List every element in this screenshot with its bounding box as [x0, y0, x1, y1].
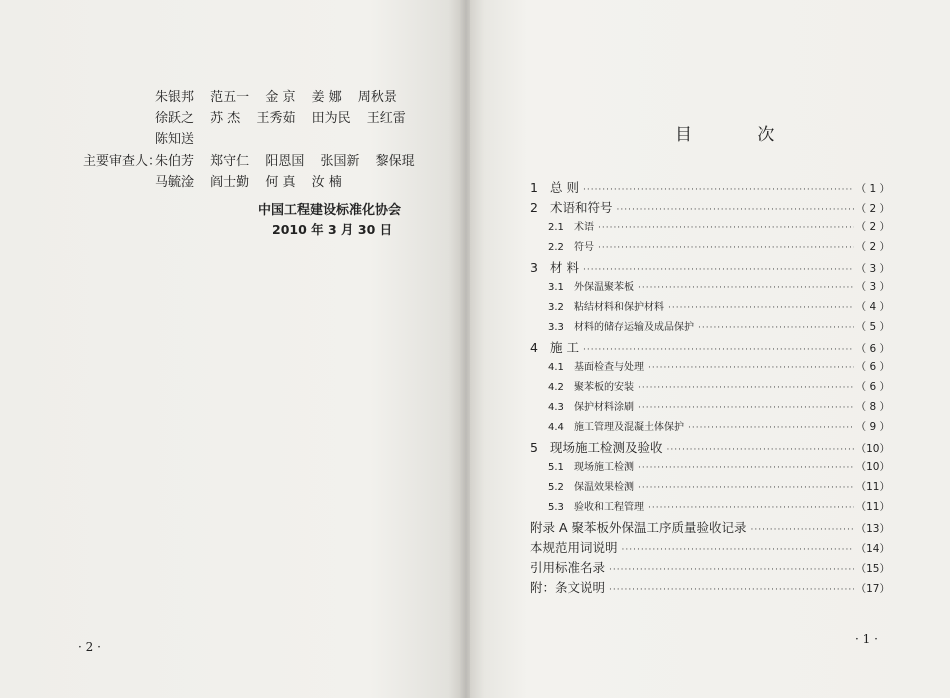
- toc-entry-page: （ 2 ）: [855, 203, 890, 215]
- drafter-name: 金 京: [265, 90, 296, 105]
- drafter-name: 王红雷: [366, 111, 406, 126]
- toc-entry: [530, 518, 890, 538]
- drafters-row-2: [155, 107, 418, 126]
- toc-leader-dots: [648, 503, 854, 513]
- issuing-organization: 中国工程建设标准化协会: [258, 203, 402, 218]
- toc-leader-dots: [609, 565, 854, 575]
- toc-entry: [530, 538, 890, 558]
- toc-entry-page: （13）: [855, 523, 890, 535]
- drafters-row-1: [155, 86, 409, 105]
- toc-entry-number: 2.1: [548, 222, 564, 233]
- toc-entry-label: 符号: [574, 242, 594, 253]
- toc-entry-label: 材料的储存运输及成品保护: [574, 322, 694, 333]
- toc-entry-page: （ 2 ）: [855, 221, 890, 233]
- toc-leader-dots: [751, 525, 854, 535]
- toc-entry-number: 4.1: [548, 362, 564, 373]
- drafter-name: 朱银邦: [155, 90, 195, 105]
- reviewer-name: 郑守仁: [210, 154, 250, 169]
- toc-leader-dots: [583, 265, 854, 275]
- toc-entry-page: （ 1 ）: [855, 183, 890, 195]
- toc-entry-label: 附录 A 聚苯板外保温工序质量验收记录: [530, 520, 747, 535]
- toc-entry: [530, 178, 890, 198]
- toc-entry-label: 施 工: [550, 340, 579, 355]
- toc-leader-dots: [648, 363, 854, 373]
- toc-entry-label: 保温效果检测: [574, 482, 634, 493]
- toc-entry: [530, 238, 890, 258]
- toc-entry-label: 引用标准名录: [530, 560, 606, 575]
- toc-entry-page: （11）: [855, 481, 890, 493]
- drafter-name: 苏 杰: [210, 111, 241, 126]
- toc-entry-label: 外保温聚苯板: [574, 282, 634, 293]
- toc-entry: [530, 318, 890, 338]
- toc-entry-number: 4.4: [548, 422, 564, 433]
- reviewer-name: 张国新: [320, 154, 360, 169]
- toc-entry: [530, 438, 890, 458]
- toc-entry: [530, 338, 890, 358]
- toc-entry: [530, 198, 890, 218]
- toc-entry-number: 4: [530, 340, 538, 355]
- toc-leader-dots: [583, 345, 854, 355]
- table-of-contents: [530, 178, 890, 598]
- reviewer-name: 朱伯芳: [155, 154, 195, 169]
- toc-leader-dots: [583, 185, 854, 195]
- toc-entry-number: 3.3: [548, 322, 564, 333]
- drafter-name: 姜 娜: [311, 90, 342, 105]
- toc-entry-number: 3.2: [548, 302, 564, 313]
- toc-entry-label: 验收和工程管理: [574, 502, 644, 513]
- page-number-right: · 1 ·: [855, 632, 878, 646]
- toc-leader-dots: [638, 483, 854, 493]
- left-page: [0, 0, 462, 698]
- toc-entry-number: 5.1: [548, 462, 564, 473]
- reviewers-row-2: [155, 171, 354, 190]
- reviewers-label: 主要审查人：: [83, 154, 162, 169]
- reviewer-name: 马毓淦: [155, 175, 195, 190]
- drafters-row-3: [155, 128, 206, 147]
- reviewer-name: 阎士勤: [210, 175, 250, 190]
- drafter-name: 田为民: [311, 111, 351, 126]
- toc-entry-number: 1: [530, 180, 538, 195]
- toc-leader-dots: [668, 303, 854, 313]
- toc-entry: [530, 398, 890, 418]
- toc-entry-label: 总 则: [550, 180, 579, 195]
- toc-entry-label: 材 料: [550, 260, 579, 275]
- reviewer-name: 黎保琨: [375, 154, 415, 169]
- toc-leader-dots: [609, 585, 854, 595]
- toc-leader-dots: [688, 423, 854, 433]
- toc-entry-page: （14）: [855, 543, 890, 555]
- toc-entry-label: 本规范用词说明: [530, 540, 618, 555]
- page-number-left: · 2 ·: [78, 640, 101, 654]
- toc-entry-label: 现场施工检测: [574, 462, 634, 473]
- toc-leader-dots: [698, 323, 854, 333]
- toc-entry-page: （10）: [855, 443, 890, 455]
- issue-date: 2010 年 3 月 30 日: [272, 222, 393, 237]
- toc-entry-label: 基面检查与处理: [574, 362, 644, 373]
- toc-entry-label: 粘结材料和保护材料: [574, 302, 664, 313]
- toc-entry-label: 术语和符号: [550, 200, 613, 215]
- toc-leader-dots: [598, 223, 854, 233]
- toc-entry-label: 施工管理及混凝土体保护: [574, 422, 684, 433]
- toc-entry-page: （17）: [855, 583, 890, 595]
- toc-leader-dots: [638, 403, 854, 413]
- toc-title: 目 次: [675, 125, 805, 145]
- toc-entry: [530, 358, 890, 378]
- toc-entry-number: 5.3: [548, 502, 564, 513]
- toc-entry-number: 2: [530, 200, 538, 215]
- toc-entry-page: （ 9 ）: [855, 421, 890, 433]
- toc-entry: [530, 478, 890, 498]
- toc-entry: [530, 418, 890, 438]
- toc-entry-label: 术语: [574, 222, 594, 233]
- toc-entry: [530, 298, 890, 318]
- toc-entry-page: （ 4 ）: [855, 301, 890, 313]
- toc-leader-dots: [638, 463, 854, 473]
- toc-entry-number: 3: [530, 260, 538, 275]
- toc-entry-page: （10）: [855, 461, 890, 473]
- toc-entry-number: 4.3: [548, 402, 564, 413]
- toc-entry-page: （ 6 ）: [855, 361, 890, 373]
- drafter-name: 陈知送: [155, 132, 195, 147]
- drafter-name: 范五一: [210, 90, 250, 105]
- toc-leader-dots: [638, 383, 854, 393]
- toc-entry-label: 保护材料涂刷: [574, 402, 634, 413]
- toc-leader-dots: [617, 205, 854, 215]
- toc-entry: [530, 578, 890, 598]
- toc-entry: [530, 278, 890, 298]
- toc-entry: [530, 218, 890, 238]
- toc-entry-page: （ 6 ）: [855, 343, 890, 355]
- toc-entry-page: （ 8 ）: [855, 401, 890, 413]
- toc-entry-number: 4.2: [548, 382, 564, 393]
- toc-entry: [530, 498, 890, 518]
- toc-entry-page: （15）: [855, 563, 890, 575]
- toc-entry-number: 2.2: [548, 242, 564, 253]
- toc-entry: [530, 458, 890, 478]
- toc-leader-dots: [638, 283, 854, 293]
- drafter-name: 徐跃之: [155, 111, 195, 126]
- toc-entry: [530, 258, 890, 278]
- reviewer-name: 何 真: [265, 175, 296, 190]
- toc-entry-page: （ 5 ）: [855, 321, 890, 333]
- toc-entry-number: 5.2: [548, 482, 564, 493]
- toc-entry-number: 5: [530, 440, 538, 455]
- toc-entry-page: （11）: [855, 501, 890, 513]
- drafter-name: 王秀茹: [256, 111, 296, 126]
- toc-entry-page: （ 3 ）: [855, 263, 890, 275]
- toc-entry-page: （ 2 ）: [855, 241, 890, 253]
- toc-entry-number: 3.1: [548, 282, 564, 293]
- toc-entry: [530, 558, 890, 578]
- toc-leader-dots: [667, 445, 854, 455]
- drafter-name: 周秋景: [357, 90, 397, 105]
- toc-entry-page: （ 6 ）: [855, 381, 890, 393]
- toc-entry: [530, 378, 890, 398]
- reviewer-name: 汝 楠: [311, 175, 342, 190]
- reviewer-name: 阳恩国: [265, 154, 305, 169]
- toc-entry-label: 附：条文说明: [530, 580, 606, 595]
- toc-leader-dots: [622, 545, 854, 555]
- toc-leader-dots: [598, 243, 854, 253]
- reviewers-row-1: [155, 150, 427, 169]
- toc-entry-label: 聚苯板的安装: [574, 382, 634, 393]
- toc-entry-label: 现场施工检测及验收: [550, 440, 663, 455]
- toc-entry-page: （ 3 ）: [855, 281, 890, 293]
